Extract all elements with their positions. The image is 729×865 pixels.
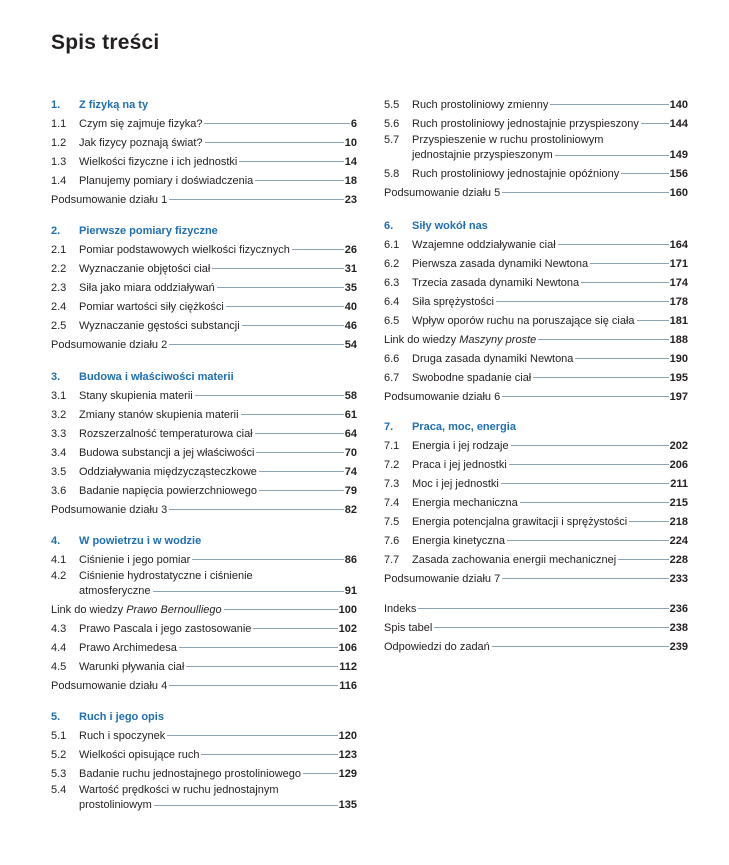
leader-line [533, 377, 668, 378]
leader-line [502, 192, 668, 193]
page-number: 211 [670, 477, 688, 490]
toc-entry[interactable]: 6.1 Wzajemne oddziaływanie ciał 164 [384, 238, 688, 251]
toc-entry[interactable]: 2.4 Pomiar wartości siły ciężkości 40 [51, 300, 357, 313]
section-heading[interactable]: 5. Ruch i jego opis [51, 710, 164, 723]
leader-line [253, 628, 337, 629]
toc-entry[interactable]: 7.5 Energia potencjalna grawitacji i sprężystości 218 [384, 515, 688, 528]
toc-entry[interactable]: 3.3 Rozszerzalność temperaturowa ciał 64 [51, 427, 357, 440]
leader-line [259, 471, 344, 472]
section-heading[interactable]: 3. Budowa i właściwości materii [51, 370, 234, 383]
leader-line [621, 173, 668, 174]
leader-line [520, 502, 669, 503]
toc-entry[interactable]: 2.1 Pomiar podstawowych wielkości fizycznych 26 [51, 243, 357, 256]
page-number: 31 [344, 262, 357, 275]
toc-entry[interactable]: 2.2 Wyznaczanie objętości ciał 31 [51, 262, 357, 275]
page-number: 188 [669, 333, 688, 346]
leader-line [575, 358, 668, 359]
leader-line [509, 464, 669, 465]
page-number: 164 [669, 238, 688, 251]
toc-entry[interactable]: 4.3 Prawo Pascala i jego zastosowanie 102 [51, 622, 357, 635]
toc-summary-entry[interactable]: Podsumowanie działu 1 23 [51, 193, 357, 206]
toc-summary-entry[interactable]: Podsumowanie działu 2 54 [51, 338, 357, 351]
page-number: 215 [669, 496, 688, 509]
toc-entry[interactable]: 7.7 Zasada zachowania energii mechanicznej 228 [384, 553, 688, 566]
page-number: 120 [338, 729, 357, 742]
toc-summary-entry[interactable]: Podsumowanie działu 3 82 [51, 503, 357, 516]
leader-line [167, 735, 337, 736]
page-number: 233 [669, 572, 688, 585]
toc-entry[interactable]: 3.2 Zmiany stanów skupienia materii 61 [51, 408, 357, 421]
page-number: 100 [338, 603, 357, 616]
section-heading[interactable]: 4. W powietrzu i w wodzie [51, 534, 202, 547]
page-number: 156 [669, 167, 688, 180]
leader-line [255, 433, 344, 434]
toc-entry[interactable]: 6.3 Trzecia zasada dynamiki Newtona 174 [384, 276, 688, 289]
page-number: 102 [338, 622, 357, 635]
toc-section-4 [51, 531, 357, 695]
page-number: 116 [339, 679, 357, 692]
leader-line [256, 452, 343, 453]
page-number: 218 [669, 515, 688, 528]
leader-line [629, 521, 668, 522]
toc-entry[interactable]: 1.4 Planujemy pomiary i doświadczenia 18 [51, 174, 357, 187]
toc-summary-entry[interactable]: Podsumowanie działu 4 116 [51, 679, 357, 692]
page-number: 181 [669, 314, 688, 327]
toc-entry[interactable]: 4.2 Ciśnienie hydrostatyczne i ciśnienie atmosferyczne 91 [51, 570, 357, 597]
leader-line [618, 559, 668, 560]
page-number: 112 [339, 660, 357, 673]
toc-entry[interactable]: 1.3 Wielkości fizyczne i ich jednostki 14 [51, 155, 357, 168]
toc-appendix [384, 599, 688, 656]
leader-line [195, 395, 344, 396]
leader-line [581, 282, 669, 283]
toc-entry[interactable]: 7.2 Praca i jej jednostki 206 [384, 458, 688, 471]
page-number: 26 [344, 243, 357, 256]
leader-line [169, 509, 344, 510]
leader-line [212, 268, 343, 269]
toc-entry[interactable]: 1.2 Jak fizycy poznają świat? 10 [51, 136, 357, 149]
toc-entry[interactable]: 6.4 Siła sprężystości 178 [384, 295, 688, 308]
toc-section-1 [51, 95, 357, 209]
leader-line [255, 180, 344, 181]
leader-line [292, 249, 344, 250]
toc-summary-entry[interactable]: Podsumowanie działu 7 233 [384, 572, 688, 585]
page-number: 238 [669, 621, 688, 634]
page-number: 224 [669, 534, 688, 547]
toc-section-5 [51, 707, 357, 814]
page-number: 6 [350, 117, 357, 130]
toc-section-6 [384, 216, 688, 406]
leader-line [550, 104, 668, 105]
leader-line [492, 646, 669, 647]
toc-section-7 [384, 417, 688, 588]
toc-entry[interactable]: 3.6 Badanie napięcia powierzchniowego 79 [51, 484, 357, 497]
section-heading[interactable]: 2. Pierwsze pomiary fizyczne [51, 224, 218, 237]
toc-entry[interactable]: 5.3 Badanie ruchu jednostajnego prostoliniowego 129 [51, 767, 357, 780]
leader-line [418, 608, 668, 609]
leader-line [538, 339, 668, 340]
toc-link-entry[interactable]: Link do wiedzy Maszyny proste 188 [384, 333, 688, 346]
toc-entry[interactable]: 6.6 Druga zasada dynamiki Newtona 190 [384, 352, 688, 365]
page-number: 160 [669, 186, 688, 199]
page-number: 239 [669, 640, 688, 653]
page-number: 91 [344, 585, 357, 597]
leader-line [224, 609, 338, 610]
leader-line [239, 161, 343, 162]
toc-entry[interactable]: 5.1 Ruch i spoczynek 120 [51, 729, 357, 742]
leader-line [558, 244, 669, 245]
leader-line [502, 578, 668, 579]
toc-entry[interactable]: 3.1 Stany skupienia materii 58 [51, 389, 357, 402]
leader-line [555, 155, 669, 156]
page-number: 10 [344, 136, 357, 149]
toc-entry[interactable]: 5.4 Wartość prędkości w ruchu jednostajnym prostoliniowym 135 [51, 784, 357, 811]
toc-entry[interactable]: 3.4 Budowa substancji a jej właściwości 70 [51, 446, 357, 459]
page-number: 46 [344, 319, 357, 332]
page-number: 195 [669, 371, 688, 384]
leader-line [186, 666, 338, 667]
toc-section-3 [51, 367, 357, 519]
page-number: 135 [338, 799, 357, 811]
toc-link-entry[interactable]: Link do wiedzy Prawo Bernoulliego 100 [51, 603, 357, 616]
leader-line [502, 396, 668, 397]
page-number: 79 [344, 484, 357, 497]
toc-entry[interactable]: 6.2 Pierwsza zasada dynamiki Newtona 171 [384, 257, 688, 270]
section-heading[interactable]: 6. Siły wokół nas [384, 219, 488, 232]
leader-line [204, 123, 349, 124]
toc-entry[interactable]: 5.6 Ruch prostoliniowy jednostajnie przyspieszony 144 [384, 117, 688, 130]
section-heading[interactable]: 7. Praca, moc, energia [384, 420, 516, 433]
leader-line [637, 320, 669, 321]
leader-line [501, 483, 669, 484]
leader-line [192, 559, 343, 560]
page-number: 74 [344, 465, 357, 478]
toc-entry[interactable]: 4.4 Prawo Archimedesa 106 [51, 641, 357, 654]
toc-entry[interactable]: 4.5 Warunki pływania ciał 112 [51, 660, 357, 673]
leader-line [226, 306, 344, 307]
page-number: 236 [669, 602, 688, 615]
toc-entry[interactable]: 5.8 Ruch prostoliniowy jednostajnie opóźniony 156 [384, 167, 688, 180]
toc-entry[interactable]: 5.5 Ruch prostoliniowy zmienny 140 [384, 98, 688, 111]
page-number: 149 [669, 149, 688, 161]
toc-entry-tables[interactable]: Spis tabel 238 [384, 621, 688, 634]
page-number: 206 [669, 458, 688, 471]
leader-line [179, 647, 338, 648]
page-number: 35 [344, 281, 357, 294]
toc-entry-index[interactable]: Indeks 236 [384, 602, 688, 615]
page-number: 64 [344, 427, 357, 440]
leader-line [169, 199, 344, 200]
page-number: 14 [344, 155, 357, 168]
toc-entry[interactable]: 6.7 Swobodne spadanie ciał 195 [384, 371, 688, 384]
leader-line [511, 445, 669, 446]
toc-entry[interactable]: 6.5 Wpływ oporów ruchu na poruszające się ciała 181 [384, 314, 688, 327]
leader-line [205, 142, 344, 143]
page-number: 70 [344, 446, 357, 459]
page-number: 23 [344, 193, 357, 206]
page-number: 144 [669, 117, 688, 130]
toc-summary-entry[interactable]: Podsumowanie działu 6 197 [384, 390, 688, 403]
page-number: 228 [669, 553, 688, 566]
leader-line [169, 344, 344, 345]
toc-summary-entry[interactable]: Podsumowanie działu 5 160 [384, 186, 688, 199]
toc-entry[interactable]: 5.2 Wielkości opisujące ruch 123 [51, 748, 357, 761]
leader-line [303, 773, 338, 774]
toc-entry[interactable]: 7.4 Energia mechaniczna 215 [384, 496, 688, 509]
leader-line [259, 490, 344, 491]
page-number: 197 [669, 390, 688, 403]
toc-entry[interactable]: 7.1 Energia i jej rodzaje 202 [384, 439, 688, 452]
leader-line [242, 325, 344, 326]
toc-entry[interactable]: 7.3 Moc i jej jednostki 211 [384, 477, 688, 490]
page-number: 140 [669, 98, 688, 111]
leader-line [590, 263, 669, 264]
page-title: Spis treści [51, 31, 160, 54]
page-number: 174 [669, 276, 688, 289]
page-number: 106 [338, 641, 357, 654]
leader-line [169, 685, 338, 686]
leader-line [201, 754, 337, 755]
page-number: 18 [344, 174, 357, 187]
page-number: 54 [344, 338, 357, 351]
page-number: 82 [344, 503, 357, 516]
page-number: 40 [344, 300, 357, 313]
toc-section-5-continued [384, 95, 688, 202]
page-number: 58 [344, 389, 357, 402]
leader-line [153, 591, 344, 592]
leader-line [434, 627, 668, 628]
toc-entry-answers[interactable]: Odpowiedzi do zadań 239 [384, 640, 688, 653]
page-number: 86 [344, 553, 357, 566]
toc-entry[interactable]: 4.1 Ciśnienie i jego pomiar 86 [51, 553, 357, 566]
toc-entry[interactable]: 2.3 Siła jako miara oddziaływań 35 [51, 281, 357, 294]
page-number: 178 [669, 295, 688, 308]
page-number: 171 [669, 257, 688, 270]
page-number: 190 [669, 352, 688, 365]
toc-entry[interactable]: 5.7 Przyspieszenie w ruchu prostoliniowym jednostajnie przyspieszonym 149 [384, 134, 688, 161]
leader-line [154, 805, 338, 806]
page-number: 129 [338, 767, 357, 780]
leader-line [217, 287, 344, 288]
section-heading[interactable]: 1. Z fizyką na ty [51, 98, 149, 111]
toc-entry[interactable]: 7.6 Energia kinetyczna 224 [384, 534, 688, 547]
toc-entry[interactable]: 1.1 Czym się zajmuje fizyka? 6 [51, 117, 357, 130]
leader-line [507, 540, 669, 541]
leader-line [241, 414, 344, 415]
page-number: 123 [338, 748, 357, 761]
toc-entry[interactable]: 3.5 Oddziaływania międzycząsteczkowe 74 [51, 465, 357, 478]
leader-line [496, 301, 669, 302]
toc-entry[interactable]: 2.5 Wyznaczanie gęstości substancji 46 [51, 319, 357, 332]
page-number: 202 [669, 439, 688, 452]
page-number: 61 [344, 408, 357, 421]
leader-line [641, 123, 669, 124]
toc-section-2 [51, 221, 357, 354]
